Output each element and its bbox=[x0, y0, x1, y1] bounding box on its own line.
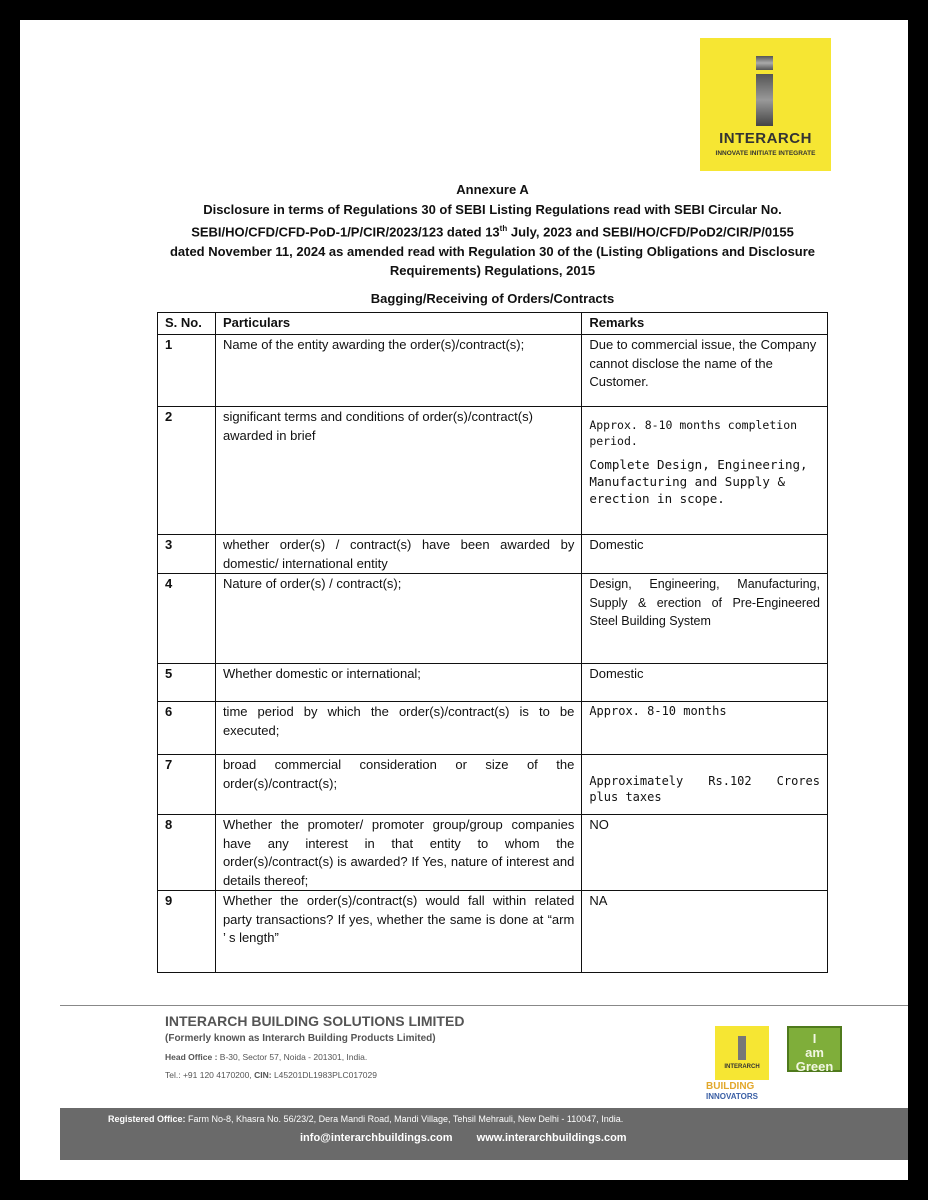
row-number: 7 bbox=[158, 755, 216, 815]
footer-web-links bbox=[300, 1132, 860, 1144]
header-particulars: Particulars bbox=[215, 313, 581, 335]
logo-brand-text: INTERARCH bbox=[719, 130, 812, 147]
cin-value: L45201DL1983PLC017029 bbox=[271, 1070, 377, 1080]
table-row bbox=[158, 891, 828, 973]
footer-band bbox=[60, 1108, 908, 1160]
row-remark-2: Complete Design, Engineering, Manufacturing and Supply & erection in scope. bbox=[589, 457, 808, 506]
row-remark: Approx. 8-10 months bbox=[582, 702, 828, 755]
row-number: 3 bbox=[158, 535, 216, 574]
logo-tagline: INNOVATE INITIATE INTEGRATE bbox=[715, 150, 816, 157]
header-remarks: Remarks bbox=[582, 313, 828, 335]
row-remark: Domestic bbox=[582, 535, 828, 574]
orders-table bbox=[157, 312, 828, 973]
table-header-row bbox=[158, 313, 828, 335]
head-office-label: Head Office : bbox=[165, 1052, 218, 1062]
heading-line-2-sup: th bbox=[499, 224, 508, 233]
heading-line-3: dated November 11, 2024 as amended read with Regulation 30 of the (Listing Obligations and Disclosure bbox=[169, 243, 816, 259]
row-number: 6 bbox=[158, 702, 216, 755]
table-title: Bagging/Receiving of Orders/Contracts bbox=[370, 291, 615, 306]
row-remark: Domestic bbox=[582, 664, 828, 702]
table-row bbox=[158, 755, 828, 815]
table-row bbox=[158, 574, 828, 664]
builders-line-2: INNOVATORS bbox=[706, 1092, 759, 1101]
heading-line-1: Disclosure in terms of Regulations 30 of SEBI Listing Regulations read with SEBI Circular No. bbox=[203, 201, 782, 217]
footer-contact bbox=[165, 1070, 377, 1080]
green-line-3: Green bbox=[795, 1059, 834, 1074]
row-remark: NA bbox=[582, 891, 828, 973]
row-number: 8 bbox=[158, 815, 216, 891]
row-particular: significant terms and conditions of order(s)/contract(s) awarded in brief bbox=[215, 407, 581, 535]
footer-interarch-logo bbox=[715, 1026, 769, 1080]
row-remark: Approximately Rs.102 Crores plus taxes bbox=[582, 755, 828, 815]
row-number: 1 bbox=[158, 335, 216, 407]
heading-line-2 bbox=[160, 219, 825, 242]
interarch-logo bbox=[700, 38, 831, 171]
row-particular: Whether domestic or international; bbox=[215, 664, 581, 702]
logo-bar-shape bbox=[756, 74, 773, 126]
header-sno: S. No. bbox=[158, 313, 216, 335]
row-remark-cell bbox=[582, 407, 828, 535]
row-particular: whether order(s) / contract(s) have been awarded by domestic/ international entity bbox=[215, 535, 581, 574]
row-particular: broad commercial consideration or size of the order(s)/contract(s); bbox=[215, 755, 581, 815]
mini-logo-bar-shape bbox=[738, 1036, 746, 1060]
website-link[interactable]: www.interarchbuildings.com bbox=[476, 1132, 627, 1144]
row-particular: Nature of order(s) / contract(s); bbox=[215, 574, 581, 664]
table-row bbox=[158, 535, 828, 574]
registered-address: Farm No-8, Khasra No. 56/23/2, Dera Mandi Road, Mandi Village, Tehsil Mehrauli, New Delhi - 110047, India. bbox=[185, 1114, 624, 1124]
row-particular: Whether the promoter/ promoter group/group companies have any interest in that entity to whom the order(s)/contract(s) is awarded? If Yes, nature of interest and details thereof; bbox=[215, 815, 581, 891]
email-link[interactable]: info@interarchbuildings.com bbox=[300, 1132, 453, 1144]
footer-formerly: (Formerly known as Interarch Building Products Limited) bbox=[165, 1033, 436, 1044]
row-number: 2 bbox=[158, 407, 216, 535]
row-particular: time period by which the order(s)/contract(s) is to be executed; bbox=[215, 702, 581, 755]
row-remark: Due to commercial issue, the Company cannot disclose the name of the Customer. bbox=[582, 335, 828, 407]
heading-line-2a: SEBI/HO/CFD/CFD-PoD-1/P/CIR/2023/123 dated 13 bbox=[191, 224, 500, 240]
logo-dot-shape bbox=[756, 56, 773, 70]
green-line-1: I bbox=[812, 1031, 817, 1046]
row-number: 9 bbox=[158, 891, 216, 973]
table-row bbox=[158, 702, 828, 755]
builders-line-1: BUILDING bbox=[706, 1081, 755, 1092]
row-number: 5 bbox=[158, 664, 216, 702]
annexure-title: Annexure A bbox=[456, 182, 529, 197]
table-row bbox=[158, 407, 828, 535]
table-row bbox=[158, 815, 828, 891]
footer-divider bbox=[60, 1005, 908, 1006]
building-innovators-logo bbox=[706, 1082, 786, 1102]
head-office-address: B-30, Sector 57, Noida - 201301, India. bbox=[217, 1052, 368, 1062]
row-remark: Design, Engineering, Manufacturing, Supply & erection of Pre-Engineered Steel Building System bbox=[582, 574, 828, 664]
row-particular: Whether the order(s)/contract(s) would fall within related party transactions? If yes, whether the same is done at “arm ’ s length” bbox=[215, 891, 581, 973]
heading-line-4: Requirements) Regulations, 2015 bbox=[389, 263, 596, 279]
footer-company-name: INTERARCH BUILDING SOLUTIONS LIMITED bbox=[165, 1013, 465, 1029]
document-page bbox=[20, 20, 908, 1180]
heading-line-2b: July, 2023 and SEBI/HO/CFD/PoD2/CIR/P/0155 bbox=[507, 224, 794, 240]
footer-head-office bbox=[165, 1052, 367, 1062]
green-line-2: am bbox=[805, 1045, 824, 1060]
row-particular: Name of the entity awarding the order(s)/contract(s); bbox=[215, 335, 581, 407]
table-row bbox=[158, 335, 828, 407]
row-number: 4 bbox=[158, 574, 216, 664]
row-remark: Approx. 8-10 months completion period. bbox=[589, 418, 798, 448]
registered-label: Registered Office: bbox=[108, 1114, 186, 1124]
cin-label: CIN: bbox=[251, 1070, 272, 1080]
footer-tel: Tel.: +91 120 4170200, bbox=[165, 1070, 252, 1080]
i-am-green-logo bbox=[787, 1026, 842, 1072]
table-row bbox=[158, 664, 828, 702]
registered-office bbox=[108, 1114, 908, 1124]
mini-logo-text: INTERARCH bbox=[724, 1064, 760, 1070]
disclosure-heading bbox=[160, 180, 825, 281]
row-remark: NO bbox=[582, 815, 828, 891]
